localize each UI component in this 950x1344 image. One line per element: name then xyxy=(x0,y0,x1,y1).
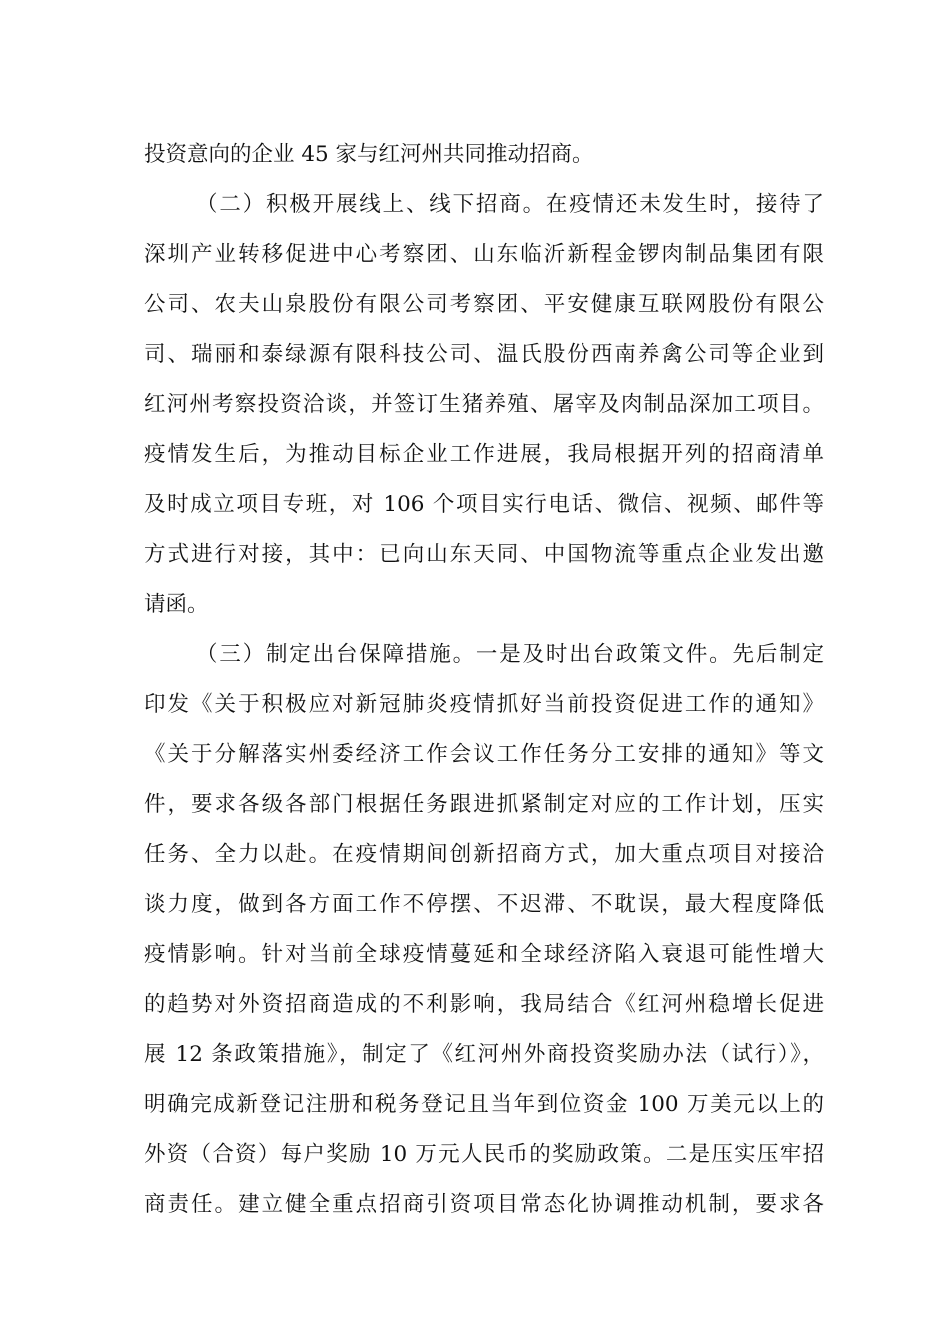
text-line: 明确完成新登记注册和税务登记且当年到位资金 100 万美元以上的 xyxy=(144,1092,824,1117)
text-line: 司、瑞丽和泰绿源有限科技公司、温氏股份西南养禽公司等企业到 xyxy=(144,342,824,367)
paragraph-2-heading-line: （二）积极开展线上、线下招商。在疫情还未发生时，接待了 xyxy=(196,192,824,217)
text-line: 投资意向的企业 45 家与红河州共同推动招商。 xyxy=(144,142,594,167)
text-line: 及时成立项目专班，对 106 个项目实行电话、微信、视频、邮件等 xyxy=(144,492,824,517)
text-line: 《关于分解落实州委经济工作会议工作任务分工安排的通知》等文 xyxy=(144,742,824,767)
text-line: 展 12 条政策措施》，制定了《红河州外商投资奖励办法（试行）》， xyxy=(144,1042,824,1067)
text-line: 红河州考察投资洽谈，并签订生猪养殖、屠宰及肉制品深加工项目。 xyxy=(144,392,824,417)
text-line: 公司、农夫山泉股份有限公司考察团、平安健康互联网股份有限公 xyxy=(144,292,824,317)
text-line: 外资（合资）每户奖励 10 万元人民币的奖励政策。二是压实压牢招 xyxy=(144,1142,824,1167)
text-line: 件，要求各级各部门根据任务跟进抓紧制定对应的工作计划，压实 xyxy=(144,792,824,817)
text-line: 请函。 xyxy=(144,592,209,617)
text-line: 任务、全力以赴。在疫情期间创新招商方式，加大重点项目对接洽 xyxy=(144,842,824,867)
body-text xyxy=(144,130,824,1230)
text-line: 的趋势对外资招商造成的不利影响，我局结合《红河州稳增长促进 xyxy=(144,992,824,1017)
text-line: 谈力度，做到各方面工作不停摆、不迟滞、不耽误，最大程度降低 xyxy=(144,892,824,917)
text-line: 印发《关于积极应对新冠肺炎疫情抓好当前投资促进工作的通知》 xyxy=(144,692,824,717)
text-line: 深圳产业转移促进中心考察团、山东临沂新程金锣肉制品集团有限 xyxy=(144,242,824,267)
text-line: 疫情发生后，为推动目标企业工作进展，我局根据开列的招商清单 xyxy=(144,442,824,467)
text-line: 商责任。建立健全重点招商引资项目常态化协调推动机制，要求各 xyxy=(144,1192,824,1217)
text-line: 方式进行对接，其中：已向山东天同、中国物流等重点企业发出邀 xyxy=(144,542,824,567)
text-line: 疫情影响。针对当前全球疫情蔓延和全球经济陷入衰退可能性增大 xyxy=(144,942,824,967)
paragraph-3-heading-line: （三）制定出台保障措施。一是及时出台政策文件。先后制定 xyxy=(196,642,824,667)
